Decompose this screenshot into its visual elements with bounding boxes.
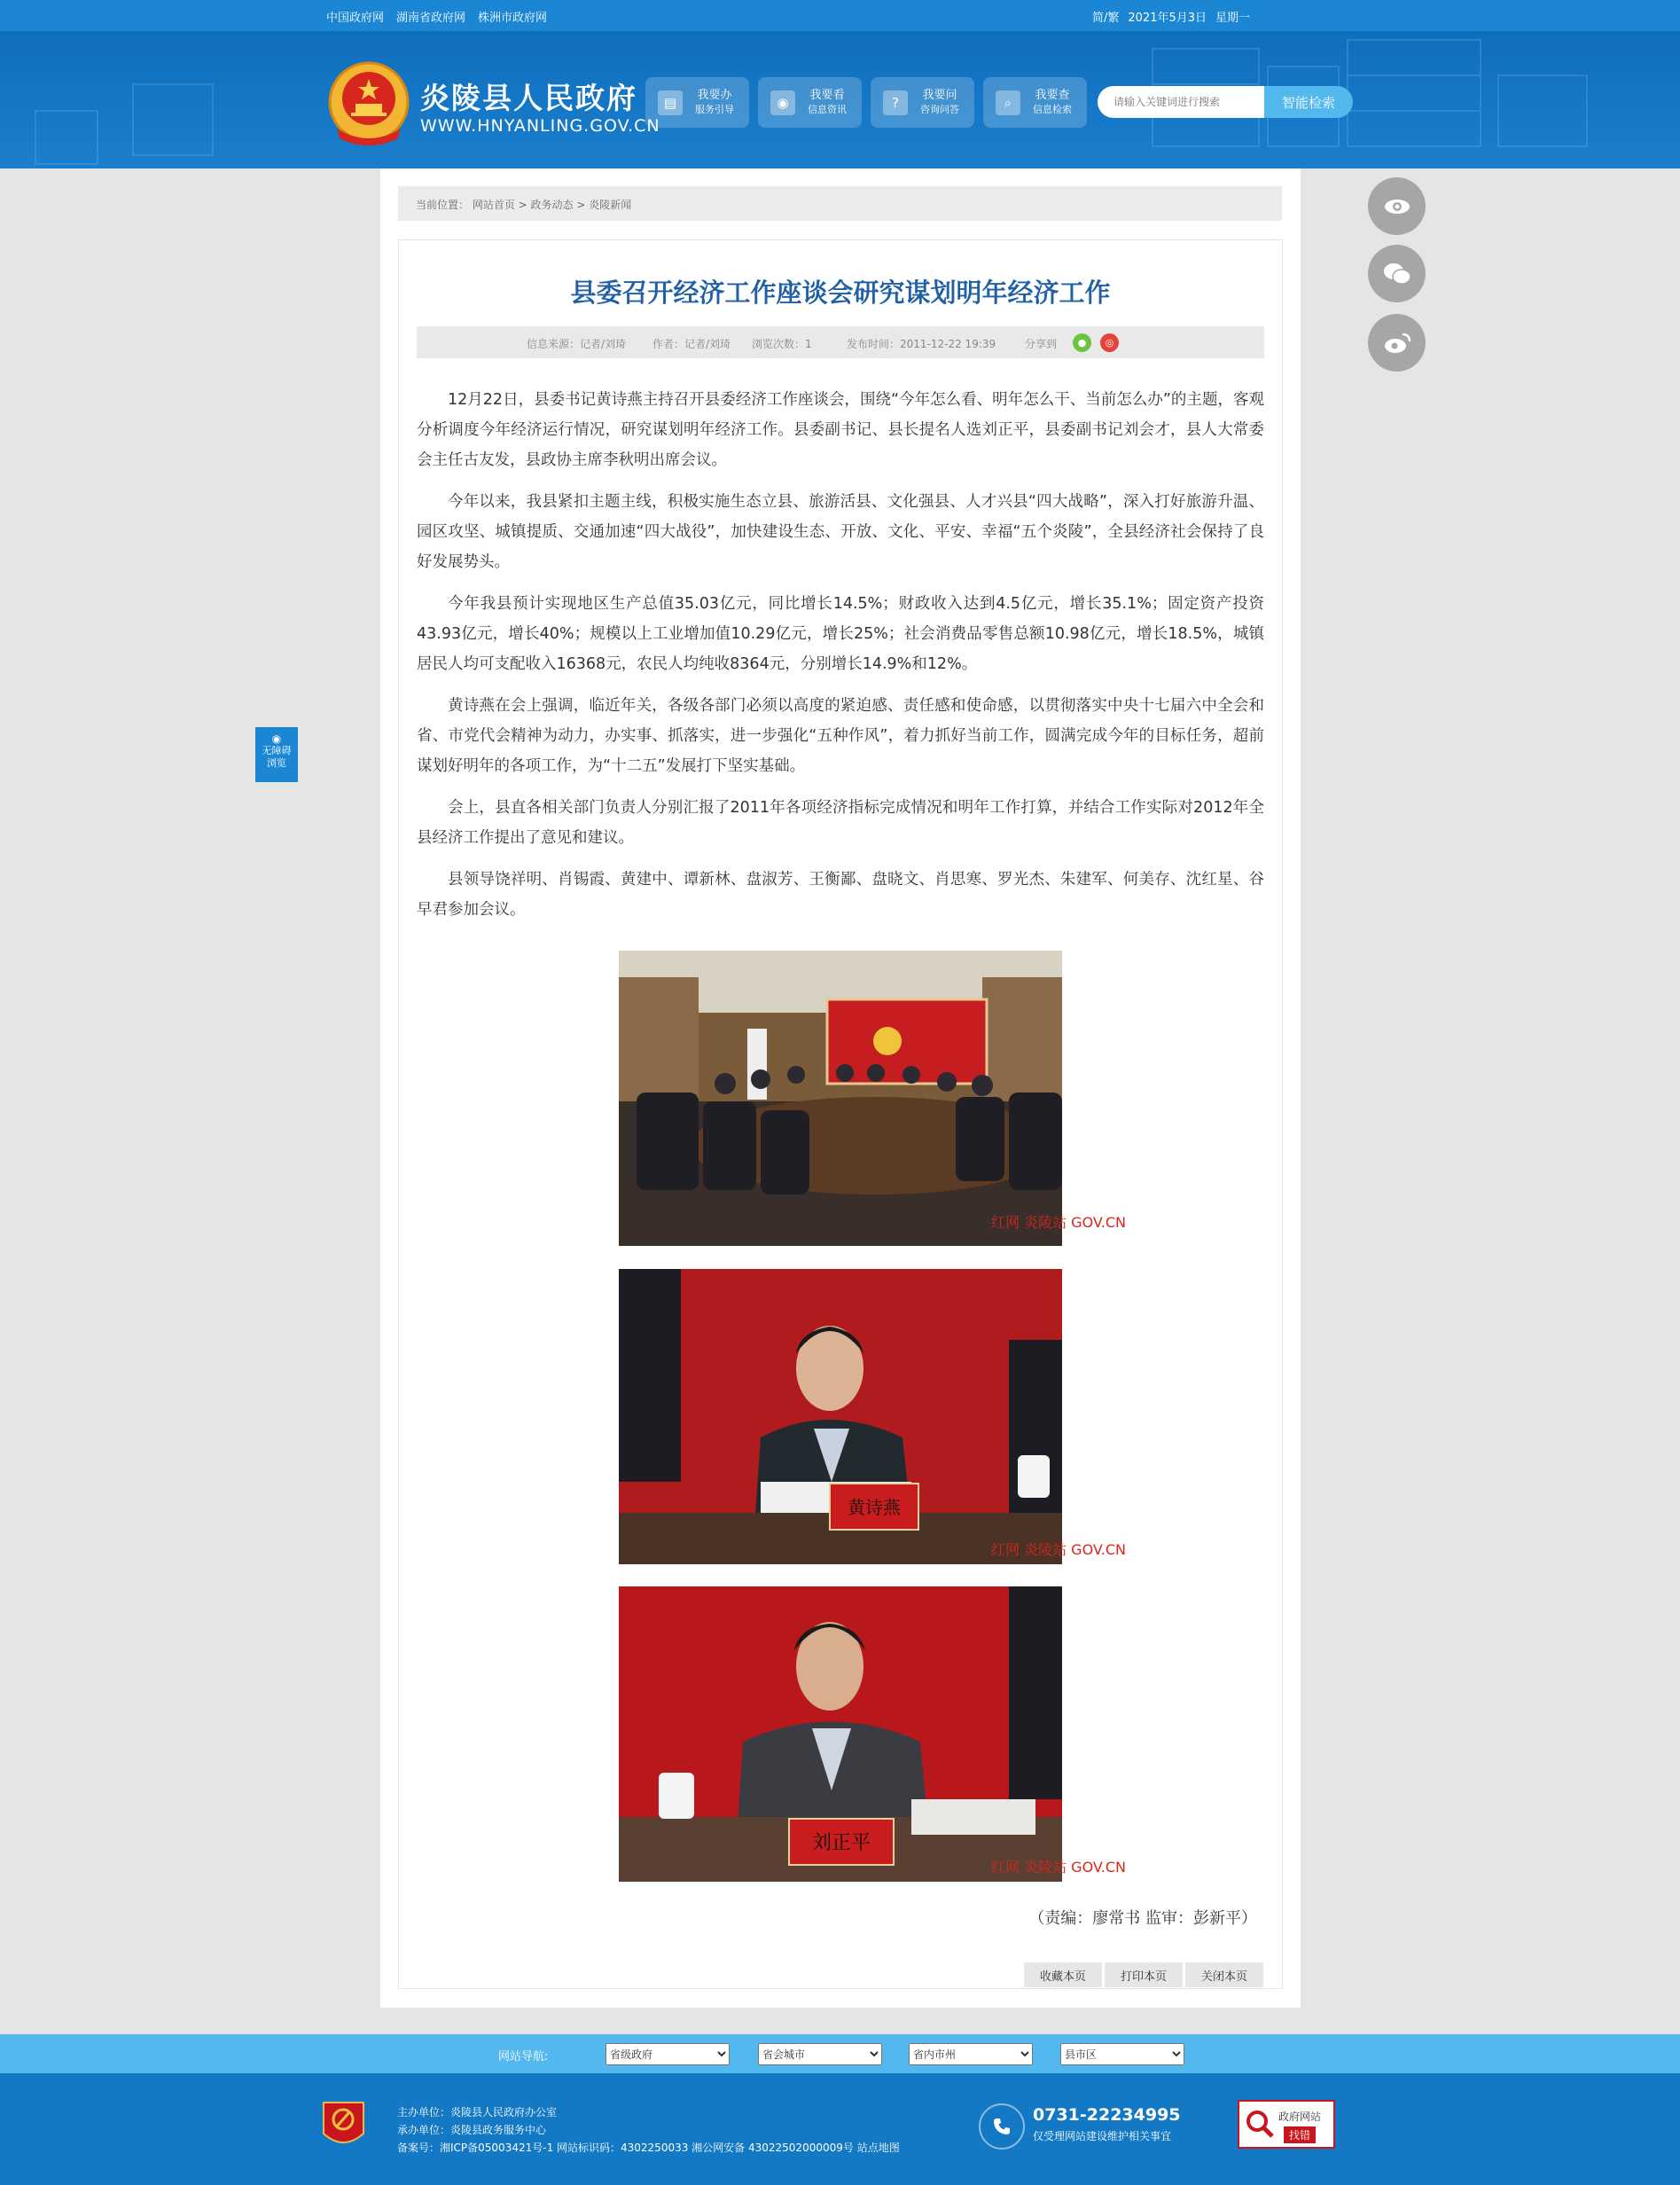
site-header xyxy=(0,31,1680,168)
quick-link-title: 我要看 xyxy=(809,88,845,102)
top-right xyxy=(1092,8,1250,25)
footer-organizer: 承办单位：炎陵县政务服务中心 xyxy=(397,2124,547,2136)
search-icon: ⌕ xyxy=(996,90,1020,115)
wechat-icon[interactable]: ● xyxy=(1073,333,1091,352)
article-photo-liu xyxy=(619,1586,1126,1882)
footer-record[interactable]: 备案号：湘ICP备05003421号-1 网站标识码：4302250033 湘公网安备 43022502000009号 站点地图 xyxy=(397,2142,900,2154)
quick-link-sub: 服务引导 xyxy=(695,103,734,115)
article-paragraph: 今年以来，我县紧扣主题主线，积极实施生态立县、旅游活县、文化强县、人才兴县“四大战略”，深入打好旅游升温、园区攻坚、城镇提质、交通加速“四大战役”，加快建设生态、开放、文化、平安、幸福“五个炎陵”，全县经济社会保持了良好发展势头。 xyxy=(417,493,1264,571)
photo-watermark: 红网 炎陵站 GOV.CN xyxy=(991,1859,1126,1876)
quick-link-sub: 信息资讯 xyxy=(808,103,847,115)
weibo-icon[interactable]: ◎ xyxy=(1100,333,1119,352)
footer-host: 主办单位：炎陵县人民政府办公室 xyxy=(397,2106,558,2118)
quick-link-questions[interactable] xyxy=(871,77,974,128)
article-paragraph: 县领导饶祥明、肖锡霞、黄建中、谭新林、盘淑芳、王衡鄙、盘晓文、肖思寒、罗光杰、朱建军、何美存、沈红星、谷早君参加会议。 xyxy=(417,871,1264,919)
meta-views: 浏览次数：1 xyxy=(752,338,812,350)
top-link-central-gov[interactable]: 中国政府网 xyxy=(326,12,385,25)
top-link-zhuzhou-gov[interactable]: 株洲市政府网 xyxy=(478,12,548,25)
float-eye-button[interactable] xyxy=(1368,177,1426,235)
eye-icon: ◉ xyxy=(770,90,795,115)
accessibility-sub: 浏览 xyxy=(267,757,286,769)
portrait-photo-huang xyxy=(619,1269,1126,1564)
contact-phone: 0731-22234995 xyxy=(1033,2105,1181,2125)
article-meta xyxy=(417,326,1264,358)
breadcrumb-yanling-news[interactable]: 炎陵新闻 xyxy=(589,199,632,211)
eye-icon xyxy=(1384,198,1410,215)
lang-switch[interactable]: 简/繁 xyxy=(1092,12,1120,25)
national-emblem-icon xyxy=(326,59,411,148)
report-error-sub: 找错 xyxy=(1284,2126,1316,2143)
photo-watermark: 红网 炎陵站 GOV.CN xyxy=(991,1214,1126,1231)
quick-link-title: 我要查 xyxy=(1035,88,1070,102)
search-input[interactable] xyxy=(1098,86,1268,118)
quick-link-title: 我要问 xyxy=(922,88,957,102)
meta-author: 作者：记者/刘琦 xyxy=(652,338,731,350)
meeting-photo xyxy=(619,951,1126,1246)
breadcrumb-sep: > xyxy=(514,199,531,211)
question-icon: ? xyxy=(883,90,908,115)
magnifier-icon xyxy=(1245,2109,1275,2139)
name-plate-liu: 刘正平 xyxy=(811,1832,871,1854)
footer-nav xyxy=(0,2034,1680,2073)
select-counties[interactable] xyxy=(1060,2043,1184,2065)
editor-line: （责编：廖常书 监审：彭新平） xyxy=(1028,1909,1257,1928)
name-plate-huang: 黄诗燕 xyxy=(848,1497,901,1518)
float-wechat-button[interactable] xyxy=(1368,245,1426,302)
footer-info xyxy=(397,2103,900,2157)
top-links xyxy=(326,8,547,25)
accessibility-button[interactable] xyxy=(255,727,298,782)
print-button[interactable]: 打印本页 xyxy=(1105,1962,1183,1987)
quick-link-title: 我要办 xyxy=(697,88,732,102)
article-body xyxy=(417,385,1264,936)
article-paragraph: 12月22日，县委书记黄诗燕主持召开县委经济工作座谈会，围绕“今年怎么看、明年怎么干、当前怎么办”的主题，客观分析调度今年经济运行情况，研究谋划明年经济工作。县委副书记、县长提名人选刘正平，县委副书记刘会才，县人大常委会主任古友发，县政协主席李秋明出席会议。 xyxy=(417,391,1264,469)
smart-search-button[interactable]: 智能检索 xyxy=(1264,86,1353,118)
bookmark-button[interactable]: 收藏本页 xyxy=(1024,1962,1102,1987)
breadcrumb-sep: > xyxy=(573,199,590,211)
accessibility-label: 无障碍 xyxy=(262,745,292,756)
article-photo-meeting xyxy=(619,951,1126,1246)
meta-source: 信息来源：记者/刘琦 xyxy=(527,338,627,350)
article-photo-huang xyxy=(619,1269,1126,1564)
wechat-icon xyxy=(1383,262,1411,286)
page-actions xyxy=(1024,1962,1263,1987)
search-box xyxy=(1098,86,1353,118)
select-province-cities[interactable] xyxy=(909,2043,1033,2065)
article-title: 县委召开经济工作座谈会研究谋划明年经济工作 xyxy=(570,278,1111,308)
close-page-button[interactable]: 关闭本页 xyxy=(1185,1962,1263,1987)
top-strip xyxy=(0,0,1680,31)
site-url: WWW.HNYANLING.GOV.CN xyxy=(420,116,660,136)
breadcrumb-prefix: 当前位置： xyxy=(416,199,470,211)
site-title: 炎陵县人民政府 xyxy=(420,81,637,115)
report-error-button[interactable] xyxy=(1238,2100,1335,2149)
breadcrumb-home[interactable]: 网站首页 xyxy=(472,199,515,211)
report-error-label: 政府网站 xyxy=(1278,2111,1322,2123)
document-icon: ▤ xyxy=(658,90,683,115)
article-paragraph: 会上，县直各相关部门负责人分别汇报了2011年各项经济指标完成情况和明年工作打算，并结合工作实际对2012年全县经济工作提出了意见和建议。 xyxy=(417,799,1264,847)
article-paragraph: 黄诗燕在会上强调，临近年关，各级各部门必须以高度的紧迫感、责任感和使命感，以贯彻落实中央十七届六中全会和省、市党代会精神为动力，办实事、抓落实，进一步强化“五种作风”，着力抓好当前工作，圆满完成今年的目标任务，超前谋划好明年的各项工作，为“十二五”发展打下坚实基础。 xyxy=(417,697,1264,775)
current-date: 2021年5月3日 xyxy=(1128,12,1207,25)
portrait-photo-liu xyxy=(619,1586,1126,1882)
footer-nav-label: 网站导航: xyxy=(498,2050,549,2064)
accessibility-icon: ◉ xyxy=(271,732,282,745)
breadcrumb xyxy=(398,186,1282,221)
contact-phone-note: 仅受理网站建设维护相关事宜 xyxy=(1033,2130,1172,2142)
quick-link-services[interactable] xyxy=(645,77,749,128)
quick-link-search[interactable] xyxy=(983,77,1087,128)
quick-link-sub: 咨询问答 xyxy=(920,103,959,115)
meta-date: 发布时间：2011-12-22 19:39 xyxy=(847,338,996,350)
site-footer xyxy=(0,2073,1680,2185)
quick-link-sub: 信息检索 xyxy=(1033,103,1072,115)
select-capital-cities[interactable] xyxy=(758,2043,882,2065)
current-weekday: 星期一 xyxy=(1215,12,1251,25)
select-provincial-gov[interactable] xyxy=(606,2043,730,2065)
phone-icon xyxy=(979,2103,1025,2150)
weibo-icon xyxy=(1383,332,1411,355)
photo-watermark: 红网 炎陵站 GOV.CN xyxy=(991,1541,1126,1558)
top-link-hunan-gov[interactable]: 湖南省政府网 xyxy=(396,12,466,25)
float-weibo-button[interactable] xyxy=(1368,314,1426,372)
meta-share-label: 分享到 xyxy=(1025,338,1058,350)
breadcrumb-gov-news[interactable]: 政务动态 xyxy=(530,199,574,211)
quick-link-info[interactable] xyxy=(758,77,862,128)
article-paragraph: 今年我县预计实现地区生产总值35.03亿元，同比增长14.5%；财政收入达到4.5亿元，增长35.1%；固定资产投资43.93亿元，增长40%；规模以上工业增加值10.29亿元，增长25%；社会消费品零售总额10.98亿元，增长18.5%，城镇居民人均可支配收入16368元，农民人均纯收8364元，分别增长14.9%和12%。 xyxy=(417,595,1264,673)
party-emblem-icon xyxy=(319,2098,368,2151)
